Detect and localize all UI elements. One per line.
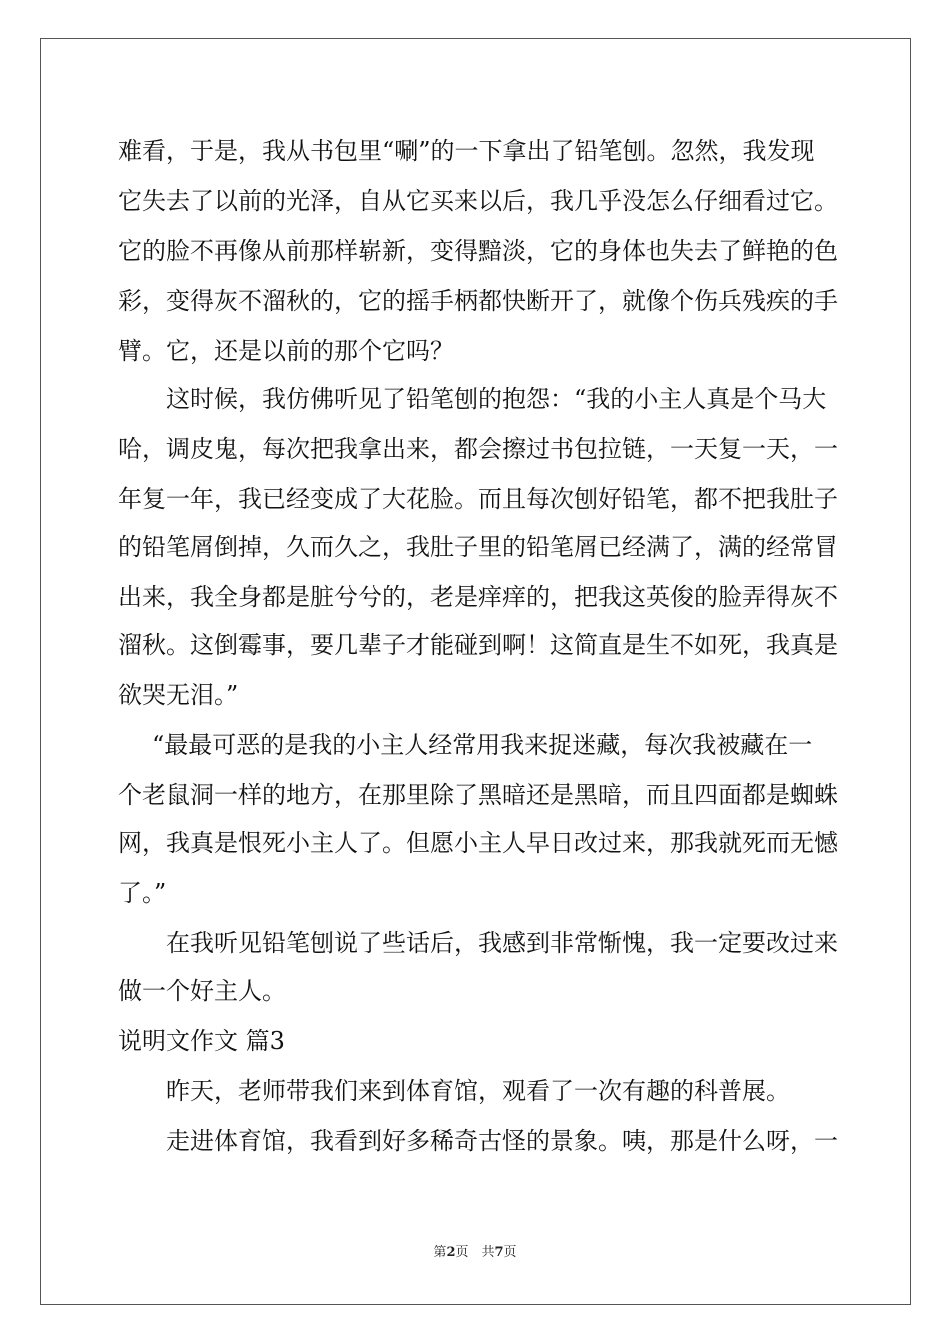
text-line: 它的脸不再像从前那样崭新，变得黯淡，它的身体也失去了鲜艳的色: [118, 237, 838, 265]
text-line: 出来，我全身都是脏兮兮的，老是痒痒的，把我这英俊的脸弄得灰不: [118, 583, 838, 611]
paragraph-first-line: 昨天，老师带我们来到体育馆，观看了一次有趣的科普展。: [166, 1077, 790, 1105]
footer-suffix: 页: [503, 1245, 517, 1260]
footer-middle: 页 共: [455, 1245, 495, 1260]
total-page-count: 7: [494, 1245, 504, 1260]
text-line: 个老鼠洞一样的地方，在那里除了黑暗还是黑暗，而且四面都是蜘蛛: [118, 781, 838, 809]
text-line: 溜秋。这倒霉事，要几辈子才能碰到啊！这简直是生不如死，我真是: [118, 631, 838, 659]
text-line: 年复一年，我已经变成了大花脸。而且每次刨好铅笔，都不把我肚子: [118, 485, 838, 513]
text-line: 臂。它，还是以前的那个它吗？: [118, 337, 454, 365]
text-line: 彩，变得灰不溜秋的，它的摇手柄都快断开了，就像个伤兵残疾的手: [118, 287, 838, 315]
text-line: 的铅笔屑倒掉，久而久之，我肚子里的铅笔屑已经满了，满的经常冒: [118, 533, 838, 561]
text-line: 它失去了以前的光泽，自从它买来以后，我几乎没怎么仔细看过它。: [118, 187, 838, 215]
current-page-number: 2: [446, 1245, 456, 1260]
page-border: [40, 38, 911, 1305]
paragraph-first-line: 这时候，我仿佛听见了铅笔刨的抱怨：“我的小主人真是个马大: [166, 385, 827, 413]
footer-prefix: 第: [433, 1245, 447, 1260]
text-line: 欲哭无泪。”: [118, 681, 239, 709]
paragraph-first-line: 在我听见铅笔刨说了些话后，我感到非常惭愧，我一定要改过来: [166, 929, 838, 957]
paragraph-first-line: “最最可恶的是我的小主人经常用我来捉迷藏，每次我被藏在一: [152, 731, 813, 759]
text-line: 了。”: [118, 879, 167, 907]
text-line: 哈，调皮鬼，每次把我拿出来，都会擦过书包拉链，一天复一天，一: [118, 435, 838, 463]
paragraph-first-line: 走进体育馆，我看到好多稀奇古怪的景象。咦，那是什么呀，一: [166, 1127, 838, 1155]
text-line: 网，我真是恨死小主人了。但愿小主人早日改过来，那我就死而无憾: [118, 829, 838, 857]
text-line: 难看，于是，我从书包里“唰”的一下拿出了铅笔刨。忽然，我发现: [118, 137, 815, 165]
text-line: 做一个好主人。: [118, 977, 286, 1005]
page-footer: [0, 1244, 950, 1262]
section-heading: 说明文作文 篇3: [118, 1027, 285, 1055]
